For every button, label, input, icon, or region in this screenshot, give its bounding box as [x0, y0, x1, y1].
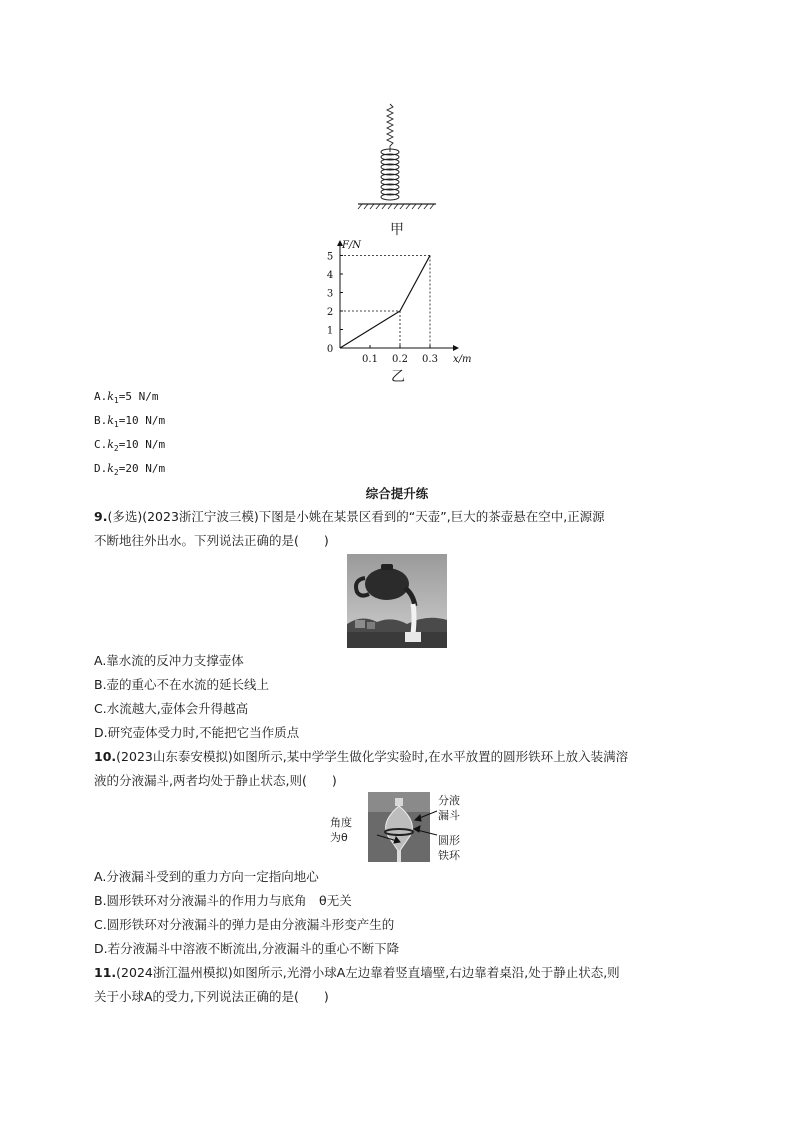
q11-stem-line1: 11.(2024浙江温州模拟)如图所示,光滑小球A左边靠着竖直墙壁,右边靠着桌沿,处于静止状态,则 [94, 965, 620, 980]
x-tick-label: 0.3 [422, 354, 438, 365]
q9-option-b[interactable]: B.壶的重心不在水流的延长线上 [94, 677, 270, 692]
force-line [340, 256, 430, 349]
q8-option-d[interactable]: $D.k_2=20$ N/m [94, 462, 166, 478]
force-displacement-chart [320, 236, 480, 366]
x-tick-label: 0.2 [392, 354, 408, 365]
q8-option-c[interactable]: $C.k_2=10$ N/m [94, 438, 166, 454]
y-tick-label: 0 [326, 344, 334, 355]
figure-jia-label: 甲 [390, 222, 404, 238]
q9-stem-line2: 不断地往外出水。下列说法正确的是( ) [94, 533, 329, 548]
callout-angle: 角度 为θ [330, 816, 352, 844]
y-axis-label: F/N [342, 239, 362, 251]
q9-stem-line1: 9.(多选)(2023浙江宁波三模)下图是小姚在某景区看到的“天壶”,巨大的茶壶悬在空中,正源源 [94, 509, 605, 524]
x-tick-label: 0.1 [362, 354, 378, 365]
q10-option-b[interactable]: B.圆形铁环对分液漏斗的作用力与底角 θ无关 [94, 893, 352, 908]
q10-stem-line2: 液的分液漏斗,两者均处于静止状态,则( ) [94, 773, 337, 788]
y-tick-label: 4 [326, 270, 334, 281]
q11-number: 11. [94, 965, 117, 980]
callout-funnel: 分液 漏斗 [438, 794, 460, 822]
figure-yi-label: 乙 [391, 369, 405, 385]
y-tick-label: 2 [326, 307, 334, 318]
spring-figure [350, 100, 440, 212]
section-title: 综合提升练 [365, 486, 429, 501]
q10-option-c[interactable]: C.圆形铁环对分液漏斗的弹力是由分液漏斗形变产生的 [94, 917, 395, 932]
q10-option-d[interactable]: D.若分液漏斗中溶液不断流出,分液漏斗的重心不断下降 [94, 941, 400, 956]
q8-option-b[interactable]: $B.k_1=10$ N/m [94, 414, 166, 430]
callout-ring: 圆形 铁环 [438, 834, 460, 862]
q8-option-a[interactable]: $A.k_1=5$ N/m [94, 390, 159, 406]
y-tick-label: 3 [326, 288, 334, 300]
q9-option-a[interactable]: A.靠水流的反冲力支撑壶体 [94, 653, 244, 668]
q10-number: 10. [94, 749, 117, 764]
q9-option-d[interactable]: D.研究壶体受力时,不能把它当作质点 [94, 725, 300, 740]
y-tick-label: 5 [326, 251, 334, 263]
teapot-photo [347, 554, 447, 648]
x-axis-label: x/m [453, 354, 472, 365]
q10-option-a[interactable]: A.分液漏斗受到的重力方向一定指向地心 [94, 869, 319, 884]
y-tick-label: 1 [326, 325, 334, 337]
x-axis-arrow [453, 345, 459, 351]
funnel-arrows [355, 795, 445, 855]
q9-option-c[interactable]: C.水流越大,壶体会升得越高 [94, 701, 249, 716]
q11-stem-line2: 关于小球A的受力,下列说法正确的是( ) [94, 989, 329, 1004]
q10-stem-line1: 10.(2023山东泰安模拟)如图所示,某中学学生做化学实验时,在水平放置的圆形铁环上放入装满溶 [94, 749, 629, 764]
q9-number: 9. [94, 509, 108, 524]
